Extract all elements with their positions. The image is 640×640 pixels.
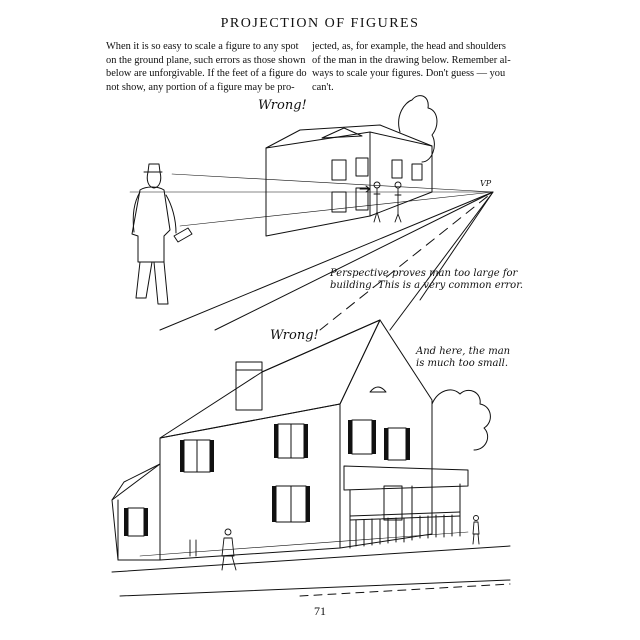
body-text-line: jected, as, for example, the head and shoulders [312, 41, 506, 52]
house-drawing [112, 320, 468, 560]
body-text-line: of the man in the drawing below. Remember al- [312, 54, 511, 66]
body-text-line: ways to scale your figures. Don't guess — you [312, 68, 506, 80]
top-wrong-label: Wrong! [258, 98, 307, 113]
top-caption-line: building. This is a very common error. [330, 280, 524, 291]
tree-drawing [399, 96, 437, 162]
vanishing-point-label: VP [480, 179, 492, 188]
bottom-caption-line: is much too small. [416, 358, 509, 369]
road-perspective-lines [130, 174, 493, 330]
body-text-line: not show, any portion of a figure may be pro- [106, 81, 295, 93]
bottom-caption-line: And here, the man [416, 346, 511, 357]
window-shutters [124, 420, 410, 536]
walking-man-large [132, 164, 192, 304]
top-caption-line: Perspective proves man too large for [330, 268, 518, 279]
body-text-line: can't. [312, 81, 334, 93]
body-text-line: When it is so easy to scale a figure to any spot [106, 41, 299, 52]
body-text-line: below are unforgivable. If the feet of a figure do [106, 68, 307, 80]
top-caption [330, 268, 523, 292]
bottom-wrong-label: Wrong! [270, 328, 319, 343]
page-number: 71 [314, 604, 326, 618]
top-illustration [130, 96, 493, 330]
bottom-caption [416, 346, 510, 370]
body-text-line: on the ground plane, such errors as those shown [106, 54, 306, 66]
page-title: PROJECTION OF FIGURES [220, 16, 420, 31]
street-lines [112, 532, 510, 596]
tree-drawing [432, 390, 490, 450]
